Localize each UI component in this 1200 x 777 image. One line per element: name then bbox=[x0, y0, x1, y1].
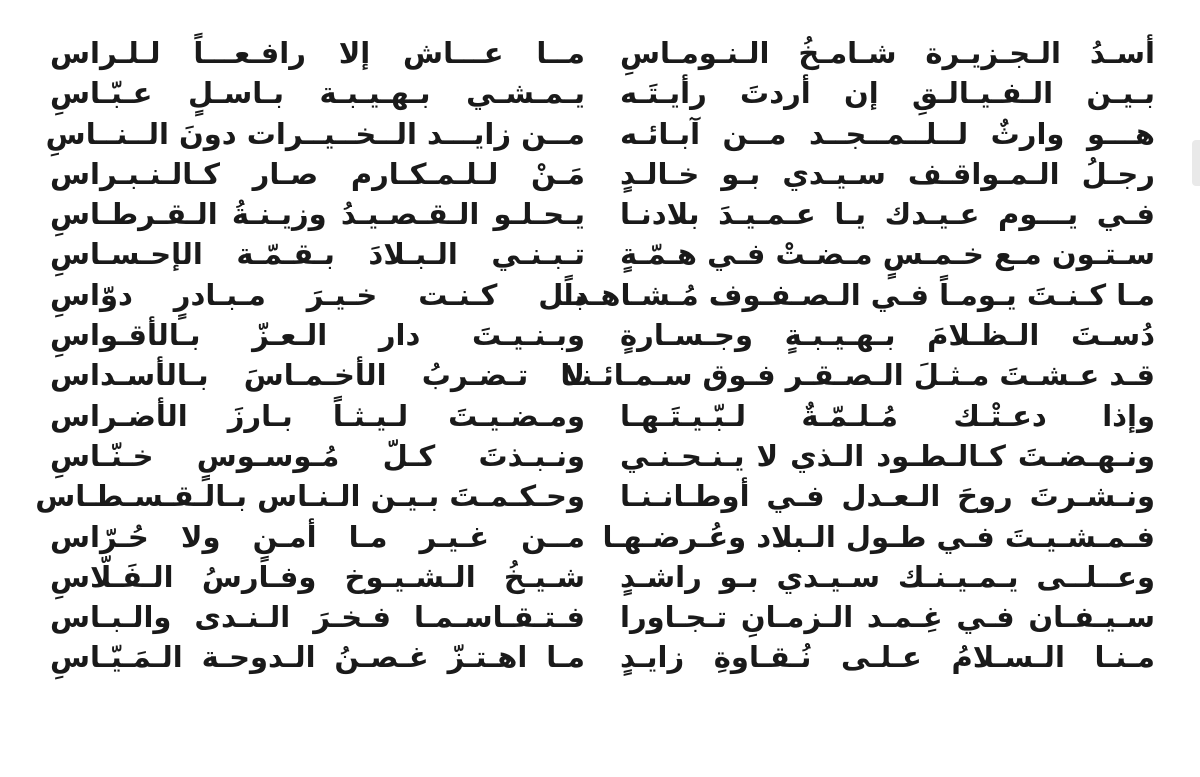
verse-line: مــا عـــاش إلا رافـعـــاً لـلـراس bbox=[50, 36, 585, 70]
verse-line: لا تـضـربُ الأخـمـاسَ بـالأسـداس bbox=[50, 358, 585, 393]
verse-line: أسـدُ الـجـزيـرة شـامـخُ الـنـومـاسِ bbox=[620, 36, 1155, 70]
page-edge-mark bbox=[1192, 140, 1200, 186]
verse-line: هـــو وارثٌ لــلــمــجــد مــن آبـائـه bbox=[620, 116, 1155, 151]
verse-line: فـمـشـيـتَ فـي طـول الـبلاد وعُـرضـهـا bbox=[602, 519, 1155, 554]
verse-line: مــن غـيـر مـا أمـنٍ ولا حُـرّاس bbox=[50, 519, 585, 554]
verse-line: يـحـلـو الـقـصـيـدُ وزيـنـةُ الـقـرطـاسِ bbox=[50, 197, 585, 232]
verse-line: شـيـخُ الـشـيـوخ وفـارسُ الـفَـلّاسِ bbox=[50, 559, 585, 594]
verse-line: تـبـنـي الـبـلادَ بـقـمّـة الإحـسـاسِ bbox=[50, 237, 585, 272]
verse-line: فـي يـــوم عـيـدك يـا عـمـيـدَ بلادنـا bbox=[620, 197, 1155, 232]
verse-line: بـل كـنـت خـيـرَ مـبـادرٍ دوّاسِ bbox=[50, 277, 585, 312]
verse-line: ونـبـذتَ كـلّ مُـوسـوسٍ خـنّـاسِ bbox=[50, 438, 585, 473]
verse-line: ومـضـيـتَ لـيـثـاً بـارزَ الأضـراس bbox=[50, 398, 585, 433]
verse-line: رجـلُ الـمـواقـف سـيـدي بـو خـالـدٍ bbox=[620, 156, 1155, 191]
verse-line: فـتـقـاسـمـا فـخـرَ الـنـدى والـبـاس bbox=[50, 600, 585, 635]
poem-left-column bbox=[35, 33, 585, 678]
verse-line: وبـنـيـتَ دار الـعـزّ بـالأقـواسِ bbox=[50, 318, 585, 353]
verse-line: وإذا دعـتْـك مُـلـمّـةٌ لـبّـيـتَـهـا bbox=[620, 398, 1155, 433]
verse-line: مـنـا الـسـلامُ عـلـى نُـقـاوةِ زايـدٍ bbox=[620, 640, 1155, 675]
verse-line: قـد عـشـتَ مـثـلَ الـصـقـر فـوق سـمـائـنـا bbox=[560, 358, 1155, 393]
verse-line: يـمـشـي بـهـيـبـة بـاسـلٍ عـبّـاسِ bbox=[50, 76, 585, 111]
verse-line: سـيـفـان فـي غِـمـد الـزمـانِ تـجـاورا bbox=[620, 600, 1155, 635]
poem-right-column bbox=[560, 33, 1155, 678]
verse-line: بـيـن الـفـيـالـقِ إن أردتَ رأيـتَـه bbox=[620, 76, 1155, 111]
verse-line: دُسـتَ الـظـلامَ بـهـيـبـةٍ وجـسـارةٍ bbox=[620, 318, 1155, 353]
verse-line: ونـشـرتَ روحَ الـعـدل فـي أوطـانـنـا bbox=[620, 479, 1155, 514]
verse-line: مـا كـنـتَ يـومـاً فـي الـصـفـوف مُـشـاهـداً bbox=[563, 277, 1155, 312]
verse-line: وعــلــى يـمـيـنـك سـيـدي بـو راشـدٍ bbox=[620, 559, 1155, 594]
verse-line: سـتـون مـع خـمـسٍ مـضـتْ فـي هـمّـةٍ bbox=[620, 237, 1155, 272]
verse-line: مَـنْ لـلـمـكـارم صـار كـالـنـبـراس bbox=[50, 156, 585, 191]
verse-line: ونـهـضـتَ كـالـطـود الـذي لا يـنـحـنـي bbox=[620, 438, 1155, 473]
verse-line: مـا اهـتـزّ غـصـنُ الـدوحـة الـمَـيّـاسِ bbox=[50, 640, 585, 675]
verse-line: وحـكـمـتَ بـيـن الـنـاس بـالـقـسـطـاس bbox=[35, 479, 585, 514]
verse-line: مــن زايـــد الــخــيــرات دونَ الــنــاسِ bbox=[45, 116, 585, 151]
